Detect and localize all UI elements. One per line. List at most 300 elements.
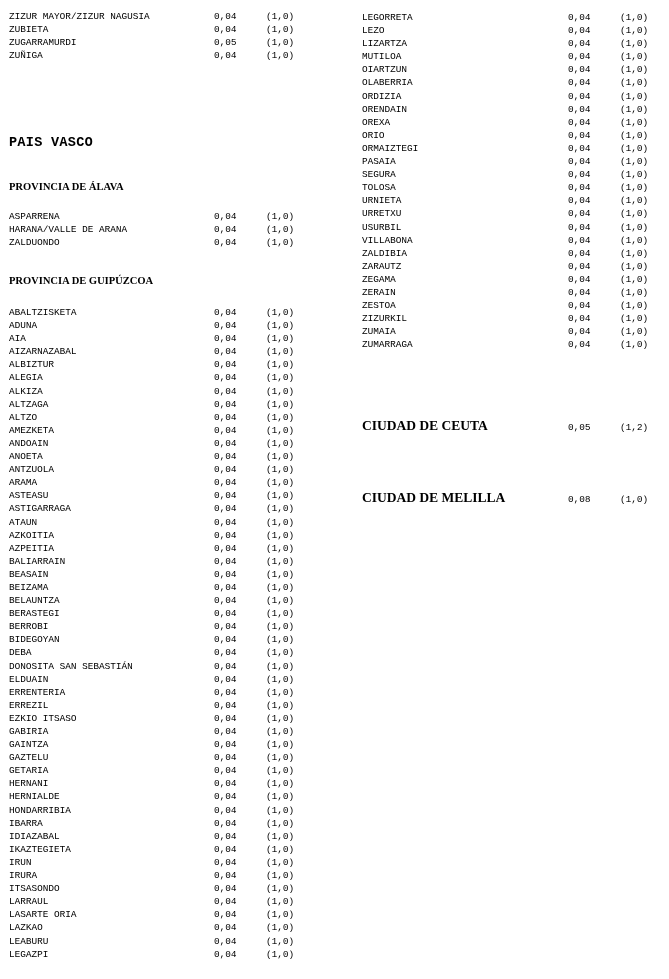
municipality-name: ANDOAIN <box>9 437 49 449</box>
municipality-name: OREXA <box>362 116 391 128</box>
municipality-coefficient: (1,0) <box>266 647 295 659</box>
municipality-row <box>9 712 309 725</box>
municipality-value: 0,04 <box>214 712 237 724</box>
municipality-name: ANTZUOLA <box>9 464 55 476</box>
municipality-name: ALBIZTUR <box>9 359 55 371</box>
municipality-row <box>9 568 309 581</box>
municipality-value: 0,04 <box>214 870 237 882</box>
municipality-row <box>9 36 309 49</box>
municipality-coefficient: (1,0) <box>266 24 295 36</box>
municipality-name: ERREZIL <box>9 699 49 711</box>
municipality-value: 0,04 <box>214 608 237 620</box>
municipality-value: 0,04 <box>214 752 237 764</box>
municipality-name: ZUGARRAMURDI <box>9 37 77 49</box>
municipality-name: ORDIZIA <box>362 90 402 102</box>
municipality-value: 0,04 <box>568 103 591 115</box>
municipality-value: 0,04 <box>214 909 237 921</box>
municipality-coefficient: (1,0) <box>266 529 295 541</box>
municipality-row <box>362 207 667 220</box>
municipality-coefficient: (1,0) <box>266 503 295 515</box>
municipality-name: AZKOITIA <box>9 529 55 541</box>
municipality-row <box>362 24 667 37</box>
municipality-row <box>362 234 667 247</box>
municipality-coefficient: (1,0) <box>620 182 649 194</box>
municipality-row <box>9 594 309 607</box>
municipality-value: 0,04 <box>568 116 591 128</box>
municipality-row <box>9 332 309 345</box>
municipality-coefficient: (1,0) <box>266 883 295 895</box>
municipality-name: GETARIA <box>9 765 49 777</box>
municipality-row <box>362 273 667 286</box>
municipality-row <box>9 843 309 856</box>
municipality-name: ORIO <box>362 129 385 141</box>
municipality-coefficient: (1,0) <box>266 516 295 528</box>
municipality-value: 0,04 <box>214 647 237 659</box>
municipality-coefficient: (1,0) <box>620 38 649 50</box>
municipality-row <box>362 116 667 129</box>
municipality-row <box>9 210 309 223</box>
municipality-name: IDIAZABAL <box>9 830 60 842</box>
municipality-row <box>362 142 667 155</box>
municipality-value: 0,04 <box>214 398 237 410</box>
municipality-coefficient: (1,0) <box>266 359 295 371</box>
municipality-row <box>9 10 309 23</box>
municipality-row <box>362 325 667 338</box>
municipality-coefficient: (1,0) <box>620 260 649 272</box>
municipality-value: 0,04 <box>214 791 237 803</box>
municipality-name: GAZTELU <box>9 752 49 764</box>
municipality-row <box>362 37 667 50</box>
municipality-row <box>9 725 309 738</box>
municipality-name: ALKIZA <box>9 385 43 397</box>
municipality-coefficient: (1,0) <box>266 699 295 711</box>
municipality-coefficient: (1,0) <box>266 224 295 236</box>
municipality-value: 0,04 <box>568 38 591 50</box>
municipality-row <box>9 660 309 673</box>
municipality-row <box>9 236 309 249</box>
guipuzcoa-municipality-list <box>9 306 309 961</box>
municipality-name: URRETXU <box>362 208 402 220</box>
municipality-name: LIZARTZA <box>362 38 408 50</box>
municipality-name: AMEZKETA <box>9 424 55 436</box>
municipality-name: ZIZURKIL <box>362 313 408 325</box>
municipality-value: 0,04 <box>568 129 591 141</box>
municipality-value: 0,04 <box>214 385 237 397</box>
municipality-name: ZUBIETA <box>9 24 49 36</box>
municipality-value: 0,04 <box>214 634 237 646</box>
municipality-name: ZALDIBIA <box>362 247 408 259</box>
municipality-name: ANOETA <box>9 451 43 463</box>
municipality-row <box>9 424 309 437</box>
municipality-row <box>9 581 309 594</box>
municipality-name: ALEGIA <box>9 372 43 384</box>
municipality-row <box>9 673 309 686</box>
municipality-coefficient: (1,0) <box>266 595 295 607</box>
municipality-coefficient: (1,0) <box>620 12 649 23</box>
municipality-coefficient: (1,0) <box>266 464 295 476</box>
municipality-coefficient: (1,0) <box>266 739 295 751</box>
municipality-value: 0,04 <box>214 568 237 580</box>
municipality-coefficient: (1,0) <box>266 673 295 685</box>
municipality-row <box>362 11 667 24</box>
municipality-coefficient: (1,0) <box>620 221 649 233</box>
municipality-name: HERNIALDE <box>9 791 60 803</box>
municipality-row <box>362 247 667 260</box>
municipality-value: 0,04 <box>568 182 591 194</box>
municipality-value: 0,04 <box>568 234 591 246</box>
municipality-value: 0,04 <box>568 247 591 259</box>
municipality-coefficient: (1,0) <box>620 339 649 351</box>
municipality-value: 0,04 <box>214 739 237 751</box>
municipality-value: 0,04 <box>214 922 237 934</box>
municipality-name: ORMAIZTEGI <box>362 142 419 154</box>
municipality-name: AZPEITIA <box>9 542 55 554</box>
municipality-coefficient: (1,0) <box>620 208 649 220</box>
municipality-name: ZESTOA <box>362 300 396 312</box>
municipality-coefficient: (1,0) <box>266 752 295 764</box>
municipality-name: URNIETA <box>362 195 402 207</box>
melilla-section <box>362 490 667 510</box>
municipality-coefficient: (1,0) <box>266 634 295 646</box>
municipality-name: IBARRA <box>9 817 43 829</box>
municipality-row <box>362 260 667 273</box>
municipality-row <box>9 764 309 777</box>
municipality-row <box>362 221 667 234</box>
municipality-row <box>9 895 309 908</box>
municipality-row <box>9 830 309 843</box>
municipality-row <box>362 129 667 142</box>
municipality-name: ASTEASU <box>9 490 49 502</box>
municipality-name: AIZARNAZABAL <box>9 346 77 358</box>
municipality-coefficient: (1,0) <box>266 843 295 855</box>
municipality-name: LEABURU <box>9 935 49 947</box>
municipality-name: DEBA <box>9 647 32 659</box>
municipality-name: MUTILOA <box>362 51 402 63</box>
municipality-name: GABIRIA <box>9 726 49 737</box>
municipality-name: ASPARRENA <box>9 211 60 222</box>
municipality-coefficient: (1,0) <box>266 346 295 358</box>
municipality-name: BEIZAMA <box>9 581 49 593</box>
municipality-name: BELAUNTZA <box>9 595 60 607</box>
municipality-coefficient: (1,0) <box>620 116 649 128</box>
municipality-value: 0,04 <box>568 260 591 272</box>
municipality-coefficient: (1,0) <box>266 660 295 672</box>
municipality-value: 0,04 <box>568 25 591 37</box>
municipality-name: ASTIGARRAGA <box>9 503 71 515</box>
municipality-value: 0,04 <box>214 699 237 711</box>
municipality-value: 0,04 <box>214 542 237 554</box>
municipality-value: 0,04 <box>214 529 237 541</box>
municipality-row <box>9 223 309 236</box>
municipality-row <box>362 168 667 181</box>
municipality-coefficient: (1,0) <box>266 555 295 567</box>
municipality-name: ADUNA <box>9 320 38 332</box>
municipality-value: 0,04 <box>214 451 237 463</box>
municipality-value: 0,04 <box>568 286 591 298</box>
municipality-row <box>9 935 309 948</box>
municipality-value: 0,04 <box>214 778 237 790</box>
municipality-coefficient: (1,0) <box>266 490 295 502</box>
municipality-value: 0,04 <box>214 503 237 515</box>
municipality-coefficient: (1,0) <box>266 765 295 777</box>
municipality-value: 0,04 <box>214 411 237 423</box>
municipality-row <box>9 948 309 961</box>
municipality-name: ARAMA <box>9 477 38 489</box>
municipality-coefficient: (1,0) <box>266 451 295 463</box>
municipality-row <box>362 90 667 103</box>
municipality-name: LEZO <box>362 25 385 37</box>
guipuzcoa-municipality-list-continued <box>362 11 667 351</box>
municipality-value: 0,04 <box>568 326 591 338</box>
municipality-row <box>9 804 309 817</box>
region-title-pais-vasco: PAIS VASCO <box>9 136 94 151</box>
municipality-row <box>9 646 309 659</box>
municipality-value: 0,04 <box>214 581 237 593</box>
municipality-row <box>9 817 309 830</box>
municipality-coefficient: (1,0) <box>266 856 295 868</box>
municipality-coefficient: (1,0) <box>266 385 295 397</box>
municipality-row <box>9 385 309 398</box>
municipality-coefficient: (1,0) <box>620 247 649 259</box>
municipality-coefficient: (1,0) <box>266 948 295 960</box>
municipality-name: ZALDUONDO <box>9 237 60 249</box>
municipality-value: 0,04 <box>214 516 237 528</box>
municipality-name: OLABERRIA <box>362 77 413 89</box>
municipality-name: HERNANI <box>9 778 49 790</box>
municipality-value: 0,04 <box>568 64 591 76</box>
municipality-value: 0,04 <box>214 464 237 476</box>
municipality-value: 0,04 <box>214 765 237 777</box>
ceuta-value: 0,05 <box>568 422 591 433</box>
municipality-name: AIA <box>9 333 26 345</box>
municipality-coefficient: (1,0) <box>266 817 295 829</box>
municipality-name: ALTZAGA <box>9 398 49 410</box>
municipality-row <box>9 542 309 555</box>
municipality-value: 0,04 <box>568 208 591 220</box>
melilla-value: 0,08 <box>568 494 591 505</box>
municipality-row <box>362 63 667 76</box>
municipality-coefficient: (1,0) <box>620 326 649 338</box>
municipality-value: 0,04 <box>214 726 237 737</box>
municipality-value: 0,04 <box>214 359 237 371</box>
municipality-coefficient: (1,0) <box>620 90 649 102</box>
municipality-name: TOLOSA <box>362 182 396 194</box>
municipality-coefficient: (1,0) <box>266 437 295 449</box>
municipality-coefficient: (1,0) <box>620 156 649 168</box>
municipality-row <box>9 555 309 568</box>
municipality-row <box>9 319 309 332</box>
municipality-value: 0,04 <box>214 856 237 868</box>
municipality-value: 0,04 <box>214 11 237 22</box>
municipality-coefficient: (1,0) <box>620 64 649 76</box>
municipality-row <box>9 738 309 751</box>
municipality-coefficient: (1,0) <box>266 778 295 790</box>
municipality-value: 0,04 <box>214 673 237 685</box>
municipality-coefficient: (1,0) <box>266 11 295 22</box>
municipality-name: ELDUAIN <box>9 673 49 685</box>
municipality-name: LARRAUL <box>9 896 49 908</box>
municipality-coefficient: (1,0) <box>266 237 295 249</box>
municipality-coefficient: (1,0) <box>266 726 295 737</box>
municipality-coefficient: (1,0) <box>620 25 649 37</box>
municipality-row <box>9 686 309 699</box>
municipality-coefficient: (1,0) <box>620 300 649 312</box>
municipality-value: 0,04 <box>214 50 237 62</box>
municipality-value: 0,04 <box>214 437 237 449</box>
municipality-value: 0,04 <box>214 896 237 908</box>
municipality-name: LASARTE ORIA <box>9 909 77 921</box>
municipality-name: LAZKAO <box>9 922 43 934</box>
municipality-value: 0,05 <box>214 37 237 49</box>
municipality-row <box>9 463 309 476</box>
municipality-value: 0,04 <box>568 313 591 325</box>
municipality-value: 0,04 <box>568 339 591 351</box>
municipality-row <box>9 23 309 36</box>
municipality-coefficient: (1,0) <box>266 804 295 816</box>
municipality-row <box>9 371 309 384</box>
municipality-coefficient: (1,0) <box>620 77 649 89</box>
municipality-row <box>9 489 309 502</box>
municipality-row <box>9 476 309 489</box>
municipality-name: HARANA/VALLE DE ARANA <box>9 224 128 236</box>
municipality-row <box>9 633 309 646</box>
municipality-coefficient: (1,0) <box>620 142 649 154</box>
municipality-row <box>9 620 309 633</box>
municipality-coefficient: (1,0) <box>266 50 295 62</box>
municipality-name: IRUN <box>9 856 32 868</box>
municipality-value: 0,04 <box>214 621 237 633</box>
municipality-name: LEGORRETA <box>362 12 413 23</box>
municipality-coefficient: (1,0) <box>266 896 295 908</box>
municipality-value: 0,04 <box>568 156 591 168</box>
municipality-coefficient: (1,0) <box>620 103 649 115</box>
municipality-row <box>9 882 309 895</box>
navarra-continuation-list <box>9 10 309 62</box>
municipality-value: 0,04 <box>568 195 591 207</box>
municipality-name: EZKIO ITSASO <box>9 712 77 724</box>
municipality-value: 0,04 <box>214 24 237 36</box>
municipality-coefficient: (1,0) <box>266 320 295 332</box>
municipality-row <box>9 358 309 371</box>
municipality-name: IKAZTEGIETA <box>9 843 71 855</box>
municipality-name: BERROBI <box>9 621 49 633</box>
municipality-value: 0,04 <box>214 660 237 672</box>
municipality-row <box>362 312 667 325</box>
municipality-name: SEGURA <box>362 169 396 181</box>
municipality-value: 0,04 <box>214 307 237 318</box>
municipality-coefficient: (1,0) <box>266 870 295 882</box>
municipality-name: ATAUN <box>9 516 38 528</box>
city-title-melilla: CIUDAD DE MELILLA <box>362 490 506 505</box>
municipality-coefficient: (1,0) <box>266 477 295 489</box>
municipality-coefficient: (1,0) <box>266 37 295 49</box>
melilla-coefficient: (1,0) <box>620 494 649 505</box>
municipality-value: 0,04 <box>214 333 237 345</box>
municipality-row <box>9 869 309 882</box>
municipality-name: ZARAUTZ <box>362 260 402 272</box>
municipality-value: 0,04 <box>214 595 237 607</box>
municipality-row <box>9 699 309 712</box>
municipality-row <box>9 437 309 450</box>
municipality-value: 0,04 <box>214 686 237 698</box>
municipality-row <box>362 194 667 207</box>
municipality-row <box>9 908 309 921</box>
municipality-value: 0,04 <box>214 935 237 947</box>
municipality-value: 0,04 <box>214 490 237 502</box>
municipality-name: ZEGAMA <box>362 273 396 285</box>
municipality-row <box>362 286 667 299</box>
province-title-alava: PROVINCIA DE ÁLAVA <box>9 182 124 193</box>
municipality-value: 0,04 <box>568 221 591 233</box>
municipality-name: ERRENTERIA <box>9 686 66 698</box>
municipality-name: ZUMAIA <box>362 326 396 338</box>
municipality-coefficient: (1,0) <box>266 621 295 633</box>
municipality-name: ZIZUR MAYOR/ZIZUR NAGUSIA <box>9 11 150 22</box>
municipality-row <box>9 398 309 411</box>
municipality-value: 0,04 <box>214 237 237 249</box>
municipality-coefficient: (1,0) <box>266 581 295 593</box>
municipality-name: PASAIA <box>362 156 396 168</box>
municipality-name: OIARTZUN <box>362 64 408 76</box>
municipality-value: 0,04 <box>568 142 591 154</box>
ceuta-coefficient: (1,2) <box>620 422 649 433</box>
municipality-value: 0,04 <box>568 51 591 63</box>
municipality-value: 0,04 <box>214 224 237 236</box>
municipality-name: HONDARRIBIA <box>9 804 71 816</box>
municipality-row <box>9 607 309 620</box>
municipality-value: 0,04 <box>214 804 237 816</box>
municipality-name: BEASAIN <box>9 568 49 580</box>
municipality-row <box>362 155 667 168</box>
municipality-coefficient: (1,0) <box>266 830 295 842</box>
municipality-name: IRURA <box>9 870 38 882</box>
municipality-value: 0,04 <box>214 346 237 358</box>
municipality-value: 0,04 <box>214 817 237 829</box>
municipality-row <box>9 751 309 764</box>
municipality-value: 0,04 <box>568 12 591 23</box>
municipality-name: ZERAIN <box>362 286 396 298</box>
municipality-coefficient: (1,0) <box>266 424 295 436</box>
municipality-coefficient: (1,0) <box>266 935 295 947</box>
municipality-row <box>362 338 667 351</box>
municipality-coefficient: (1,0) <box>266 712 295 724</box>
municipality-value: 0,04 <box>568 300 591 312</box>
municipality-value: 0,04 <box>214 830 237 842</box>
municipality-coefficient: (1,0) <box>266 922 295 934</box>
municipality-row <box>9 856 309 869</box>
municipality-row <box>9 921 309 934</box>
municipality-coefficient: (1,0) <box>266 211 295 222</box>
municipality-coefficient: (1,0) <box>266 372 295 384</box>
municipality-row <box>9 516 309 529</box>
municipality-value: 0,04 <box>214 372 237 384</box>
municipality-coefficient: (1,0) <box>266 398 295 410</box>
municipality-value: 0,04 <box>214 211 237 222</box>
municipality-coefficient: (1,0) <box>620 169 649 181</box>
municipality-name: BERASTEGI <box>9 608 60 620</box>
city-title-ceuta: CIUDAD DE CEUTA <box>362 418 488 433</box>
municipality-row <box>9 450 309 463</box>
municipality-name: USURBIL <box>362 221 402 233</box>
municipality-name: ORENDAIN <box>362 103 408 115</box>
municipality-coefficient: (1,0) <box>620 286 649 298</box>
municipality-coefficient: (1,0) <box>266 307 295 318</box>
municipality-name: BALIARRAIN <box>9 555 66 567</box>
municipality-name: LEGAZPI <box>9 948 49 960</box>
municipality-value: 0,04 <box>214 477 237 489</box>
municipality-value: 0,04 <box>568 77 591 89</box>
municipality-row <box>9 790 309 803</box>
